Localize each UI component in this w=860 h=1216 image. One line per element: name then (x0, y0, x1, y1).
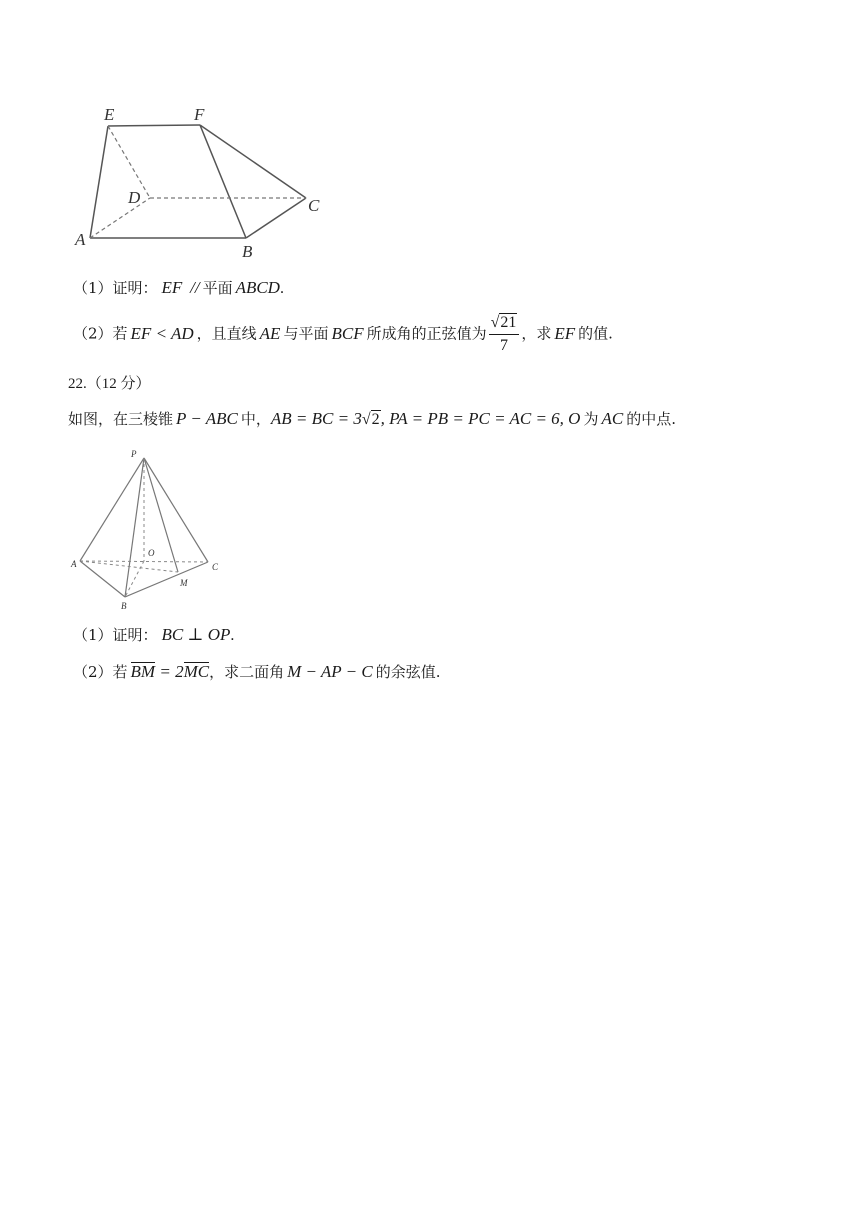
edge-p-a (80, 458, 144, 561)
fraction-sqrt21-over-7: $\frac{√21}{7}$ (489, 313, 520, 356)
math-pa-pb-pc-ac: , PA = PB = PC = AC = 6, O (380, 409, 581, 428)
label-e: E (104, 105, 115, 124)
label-f: F (194, 105, 205, 124)
edge-b-c (246, 198, 306, 238)
sqrt-2: √2 (361, 411, 380, 428)
math-equals-2: = 2 (155, 662, 184, 681)
edge-b-c (125, 562, 208, 597)
math-bc-perp-op: BC ⊥ OP (161, 625, 231, 644)
q22-part1: （1）证明： BC ⊥ OP. (73, 625, 235, 644)
q22-part2: （2）若 BM = 2MC，求二面角 M − AP − C 的余弦值. (73, 662, 441, 681)
edge-f-b (200, 125, 246, 238)
math-ef-target: EF (554, 323, 576, 343)
math-ef: EF (161, 278, 183, 297)
label-c: C (212, 562, 219, 572)
edge-e-a (90, 126, 108, 238)
figure-pyramid-pabc (68, 446, 228, 616)
label-a: A (75, 230, 86, 249)
vector-mc: MC (183, 662, 210, 681)
math-plane-bcf: BCF (331, 323, 364, 343)
math-ef-lt-ad: EF < AD (130, 323, 194, 343)
edge-e-f (108, 125, 200, 126)
label-p: P (131, 449, 137, 459)
parallel-symbol: // (190, 278, 200, 297)
figure-prism-efabcd (70, 100, 340, 265)
q21-part1: （1）证明： EF // 平面 ABCD. (73, 278, 284, 297)
math-ae: AE (259, 323, 281, 343)
edge-p-c (144, 458, 208, 562)
edge-p-b (125, 458, 144, 597)
vector-bm: BM (130, 662, 156, 681)
edge-f-c (200, 125, 306, 198)
hidden-edge-a-d (90, 198, 150, 238)
label-a: A (71, 559, 77, 569)
q21-part2: （2）若 EF < AD ，且直线 AE 与平面 BCF 所成角的正弦值为 $\frac{√21}{7}$ ，求 EF 的值. (73, 314, 613, 354)
label-o: O (148, 548, 155, 558)
math-plane-abcd: ABCD (235, 278, 280, 297)
math-ac: AC (601, 409, 624, 428)
math-p-abc: P − ABC (176, 409, 238, 428)
math-dihedral-m-ap-c: M − AP − C (287, 662, 373, 681)
label-b: B (121, 601, 127, 611)
label-d: D (128, 188, 141, 207)
label-m: M (180, 578, 188, 588)
label-c: C (308, 196, 320, 215)
q22-header: 22.（12 分） (68, 376, 151, 392)
q22-intro: 如图，在三棱锥 P − ABC 中，AB = BC = 3√2, PA = PB = PC = AC = 6, O 为 AC 的中点. (68, 408, 676, 431)
math-ab-bc: AB = BC = 3 (270, 409, 362, 428)
label-b: B (242, 242, 253, 261)
edge-a-b (80, 561, 125, 597)
